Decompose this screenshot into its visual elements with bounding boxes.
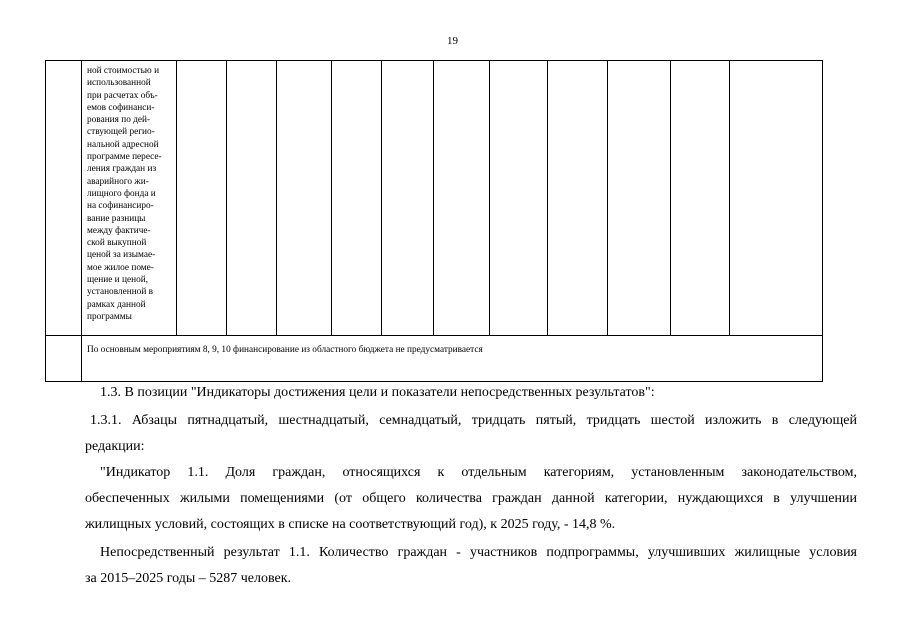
table-cell [608,61,671,336]
table-cell-number [46,61,82,336]
indicator-paragraph-line-3: жилищных условий, состоящих в списке на соответствующий год), к 2025 году, - 14,8 %. [85,517,616,532]
paragraph-1-3-1-line-2: редакции: [85,439,145,454]
paragraph-1-3-1-line-1: 1.3.1. Абзацы пятнадцатый, шестнадцатый, семнадцатый, тридцать пятый, тридцать шестой изложить в следующей [90,413,857,428]
table-row-note [46,336,823,382]
page-number: 19 [447,35,458,47]
table-cell [730,61,823,336]
note-cell: По основным мероприятиям 8, 9, 10 финансирование из областного бюджета не предусматривается [82,336,823,382]
indicator-paragraph-line-1: "Индикатор 1.1. Доля граждан, относящихся к отдельным категориям, установленным законодательством, [100,465,857,480]
table-cell [332,61,382,336]
table-cell [177,61,227,336]
table-cell [671,61,730,336]
table-cell-number [46,336,82,382]
indicator-paragraph-line-2: обеспеченных жилыми помещениями (от общего количества граждан данной категории, нуждающихся в улучшении [85,491,857,506]
table-row [46,61,823,336]
table-cell-description: ной стоимостью и использованной при расчетах объ- емов софинанси- рования по дей- ствующей регио- нальной адресной программе пересе- ления граждан из аварийного жи- лищного фонда и на софинансиро- вание разницы между фактиче- ской выкупной ценой за изымае- мое жилое поме- щение и ценой, установленной в рамках данной программы [82,61,177,336]
table-cell [548,61,608,336]
result-paragraph-line-2: за 2015–2025 годы – 5287 человек. [85,571,292,586]
result-paragraph-line-1: Непосредственный результат 1.1. Количество граждан - участников подпрограммы, улучшивших жилищные условия [100,545,857,560]
table-cell [382,61,434,336]
table-cell [434,61,490,336]
table-cell [227,61,277,336]
table-cell [277,61,332,336]
financing-table [45,60,823,382]
table-cell [490,61,548,336]
paragraph-1-3: 1.3. В позиции "Индикаторы достижения цели и показатели непосредственных результатов": [100,385,655,400]
